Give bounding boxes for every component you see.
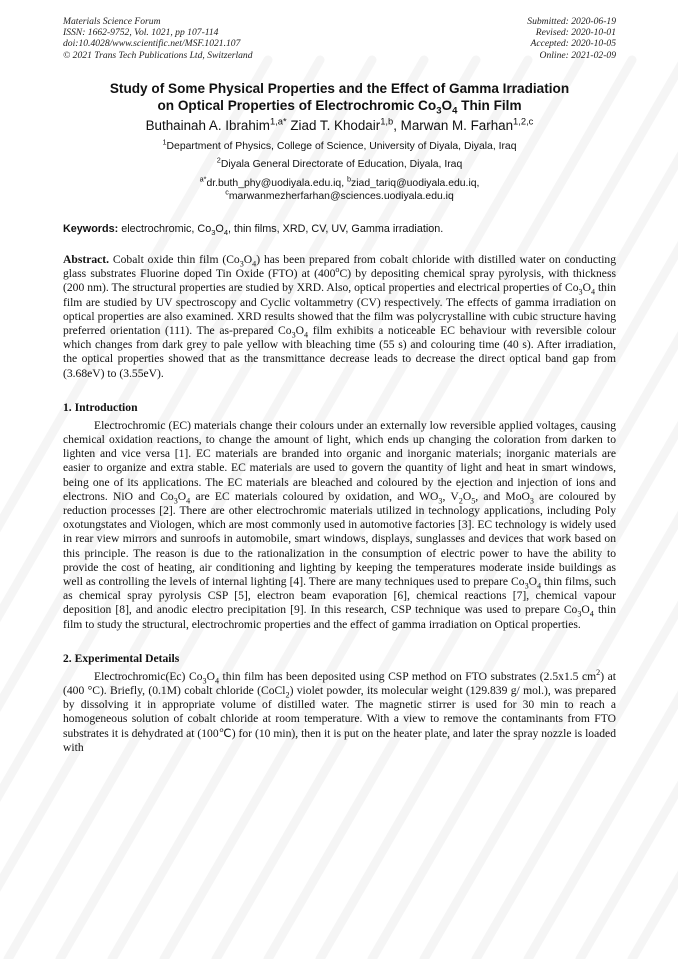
keywords	[63, 223, 616, 238]
section-heading-experimental: 2. Experimental Details	[63, 651, 180, 665]
abstract-text: Cobalt oxide thin film $(Co_3O_4)$ has been prepared from cobalt chloride with distilled water on conducting glass substrates Fluorine doped Tin Oxide (FTO) at (400$^o$C) by depositing chemical spray pyrolysis, with thickness (200 nm). The structural properties are studied by XRD. Also, optical properties and electrical properties of $Co_3O_4$ thin film are studied by UV spectroscopy and Cyclic voltammetry (CV) respectively. The effects of gamma irradiation on optical properties are also examined. XRD results showed that the film was polycrystalline with cubic structure having preferred orientation (111). The as-prepared $Co_3O_4$ film exhibits a noticeable EC behaviour with reversible colour which changes from dark grey to pale yellow with bleaching time (55 s) and colouring time (40 s). After irradiation, the optical properties showed that as the transmittance decrease leads to decrease the direct optical band gap from (3.68eV) to (3.55eV).	[63, 253, 617, 380]
introduction-paragraph: Electrochromic (EC) materials change their colours under an externally low reversible applied voltages, causing chemical oxidation reactions, to change the amount of light, which ends up changing the coloration from darken to lighten and vice versa [1]. EC materials are branded into organic and inorganic materials; inorganic materials are easier to organize and extra stable. EC materials are used to govern the quantity of light and heat in smart windows, being one of its applications. The EC materials are bleached and coloured by the ejection and injection of ions and electrons. NiO and $Co_3O_4$ are EC materials coloured by oxidation, and $WO_3$, $V_2O_5$, and MoO$_3$ are coloured by reduction processes [2]. There are other electrochromic materials utilized in technology applications, including Poly oxotungstates and Viologen, which are most commonly used in automotive factories [3]. EC technology is widely used in rear view mirrors and sunroofs in automobile, smart windows, displays, sunglasses and devices that work based on this principle. The reason is due to the rationalization in the consumption of electric power to have the ability to provide the cost of heating, air conditioning and lighting by keeping the temperatures moderate inside buildings as well as controlling the levels of internal lighting [4]. There are many techniques used to prepare $Co_3O_4$ thin films, such as chemical spray pyrolysis CSP [5], electron beam evaporation [6], chemical reactions [7], chemical vapour deposition [8], and anodic electro precipitation [9]. In this research, CSP technique was used to prepare $Co_3O_4$ thin film to study the structural, electrochromic properties and the effect of gamma irradiation on Optical properties.	[63, 418, 616, 631]
journal-doi: doi:10.4028/www.scientific.net/MSF.1021.107	[63, 38, 241, 50]
author-emails: $^{a*}$dr.buth_phy@uodiyala.edu.iq, $^b$ziad_tariq@uodiyala.edu.iq, $^c$marwanmezherfarhan@sciences.uodiyala.edu.iq	[199, 174, 480, 202]
paper-title: Study of Some Physical Properties and the Effect of Gamma Irradiation on Optical Properties of Electrochromic $Co_3O_4$ Thin Film	[109, 81, 570, 117]
date-accepted: Accepted: 2020-10-05	[530, 38, 616, 50]
abstract	[63, 253, 616, 381]
publication-dates	[527, 16, 616, 61]
keywords-list: electrochromic, $Co_3O_4$, thin films, XRD, CV, UV, Gamma irradiation.	[121, 223, 444, 238]
affiliation-2: $^2$Diyala General Directorate of Education, Diyala, Iraq	[216, 155, 463, 170]
date-online: Online: 2021-02-09	[539, 49, 616, 61]
experimental-paragraph: Electrochromic(Ec) $Co_3O_4$ thin film has been deposited using CSP method on FTO substrates (2.5x1.5 $cm^2$) at (400 °C). Briefly, (0.1M) cobalt chloride (CoCl$_2$) violet powder, its molecular weight (129.839 g/ mol.), was prepared by dissolving it in appropriate volume of distilled water. The magnetic stirrer is used for 30 min to reach a homogeneous solution of cobalt chloride at room temperature. With a view to remove the contaminants from FTO substrates it is dehydrated at (100℃) for (10 min), then it is put on the heater plate, and later the spray nozzle is loaded with	[63, 668, 617, 754]
paper-body	[63, 80, 616, 755]
keywords-label: Keywords:	[63, 223, 119, 235]
journal-info	[63, 16, 253, 61]
journal-copyright: © 2021 Trans Tech Publications Ltd, Switzerland	[63, 49, 253, 61]
affiliation-1: $^1$Department of Physics, College of Science, University of Diyala, Diyala, Iraq	[162, 137, 517, 152]
date-submitted: Submitted: 2020-06-19	[527, 16, 616, 27]
author-list: Buthainah A. Ibrahim$^{1,a*}$ Ziad T. Khodair$^{1,b}$, Marwan M. Farhan$^{1,2,c}$	[145, 116, 534, 133]
journal-issn: ISSN: 1662-9752, Vol. 1021, pp 107-114	[63, 27, 219, 39]
date-revised: Revised: 2020-10-01	[535, 27, 616, 39]
journal-name: Materials Science Forum	[63, 16, 161, 27]
abstract-label: Abstract.	[63, 253, 110, 266]
section-heading-introduction: 1. Introduction	[63, 400, 138, 414]
